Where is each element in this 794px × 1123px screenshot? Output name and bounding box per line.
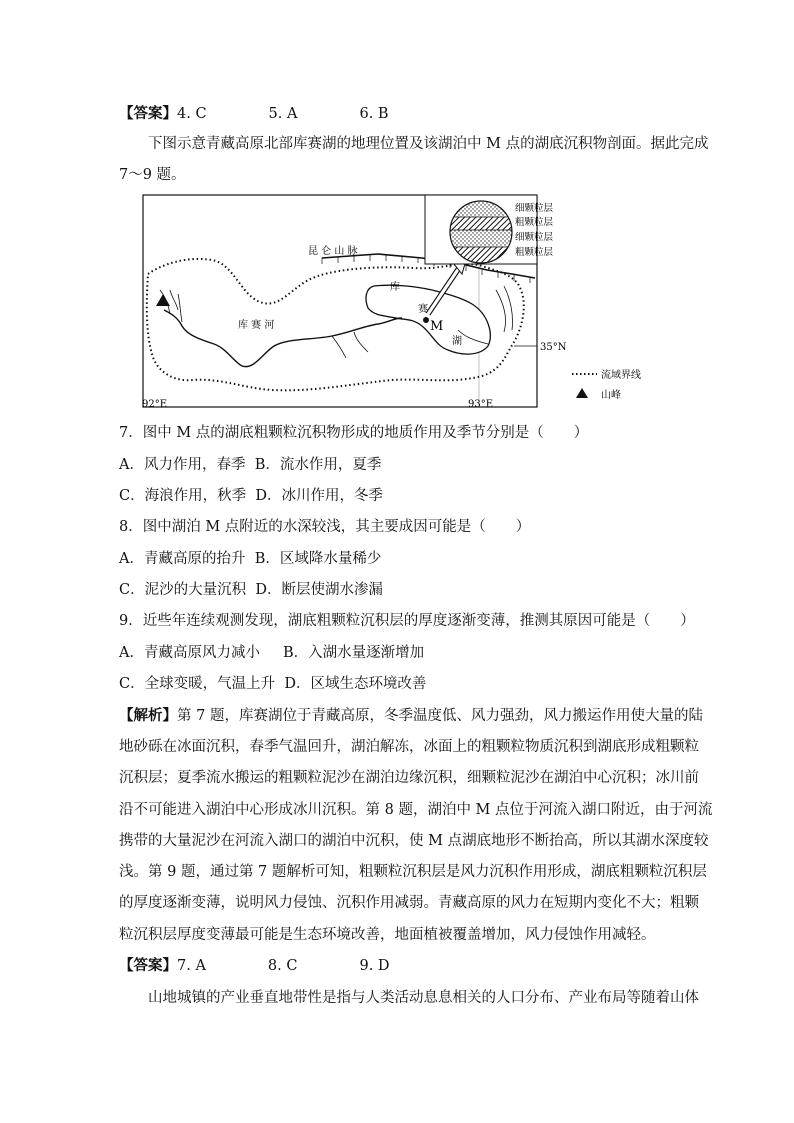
- analysis-line: 沿不可能进入湖泊中心形成冰川沉积。第 8 题，湖泊中 M 点位于河流入湖口附近，由于河流: [119, 802, 713, 818]
- longitude-right-label: 93°E: [468, 399, 494, 410]
- point-m-label: M: [430, 319, 444, 334]
- q9-options-cd: [119, 674, 426, 694]
- legend-peak-label: 山峰: [601, 390, 621, 401]
- answer-item: 8. C: [267, 958, 298, 974]
- legend-boundary-label: 流域界线: [601, 370, 641, 381]
- layer-label: 细颗粒层: [515, 232, 554, 243]
- q8-option-a: A．青藏高原的抬升: [119, 551, 246, 567]
- answer-item: 6. B: [359, 106, 389, 122]
- answer-item: 9. D: [359, 958, 390, 974]
- q7-bracket-close: ）: [573, 425, 589, 441]
- q7-stem: [119, 423, 588, 443]
- longitude-left-label: 92°E: [142, 399, 168, 410]
- analysis-line: 携带的大量泥沙在河流入湖口的湖泊中沉积，使 M 点湖底地形不断抬高，所以其湖水深度较: [119, 833, 709, 849]
- latitude-label: 35°N: [540, 342, 567, 353]
- q8-option-d: D．断层使湖水渗漏: [255, 582, 383, 598]
- analysis-line-1: [119, 706, 703, 726]
- q9-option-a: A．青藏高原风力减小: [119, 645, 260, 661]
- answer-label: 【答案】: [119, 105, 177, 122]
- layer-label: 粗颗粒层: [515, 217, 554, 228]
- answer-line-2: [119, 956, 390, 976]
- q9-option-c: C．全球变暖，气温上升: [119, 676, 276, 692]
- q8-options-ab: [119, 549, 381, 569]
- next-passage-line: 山地城镇的产业垂直地带性是指与人类活动息息相关的人口分布、产业布局等随着山体: [148, 990, 699, 1006]
- q9-stem: [119, 611, 695, 631]
- analysis-line: 地砂砾在冰面沉积，春季气温回升，湖泊解冻，冰面上的粗颗粒物质沉积到湖底形成粗颗粒: [119, 739, 699, 755]
- q8-bracket-close: ）: [515, 519, 531, 535]
- q8-stem-text: 8．图中湖泊 M 点附近的水深较浅，其主要成因可能是（: [119, 519, 486, 535]
- q8-option-b: B．区域降水量稀少: [254, 551, 382, 567]
- analysis-text: 第 7 题，库赛湖位于青藏高原，冬季温度低、风力强劲，风力搬运作用使大量的陆: [177, 708, 703, 724]
- q7-option-b: B．流水作用，夏季: [254, 457, 382, 473]
- q7-options-cd: [119, 486, 383, 506]
- analysis-line: 粒沉积层厚度变薄最可能是生态环境改善，地面植被覆盖增加，风力侵蚀作用减轻。: [119, 927, 656, 943]
- q7-stem-text: 7．图中 M 点的湖底粗颗粒沉积物形成的地质作用及季节分别是（: [119, 425, 544, 441]
- q9-bracket-close: ）: [680, 613, 695, 629]
- intro-line-2: 7～9 题。: [119, 167, 186, 183]
- analysis-line: 的厚度逐渐变薄，说明风力侵蚀、沉积作用减弱。青藏高原的风力在短期内变化不大；粗颗: [119, 895, 699, 911]
- layer-label: 粗颗粒层: [515, 247, 554, 258]
- q9-option-d: D．区域生态环境改善: [284, 676, 427, 692]
- q9-stem-text: 9．近些年连续观测发现，湖底粗颗粒沉积层的厚度逐渐变薄，推测其原因可能是（: [119, 613, 651, 629]
- q8-option-c: C．泥沙的大量沉积: [119, 582, 247, 598]
- intro-line-1: 下图示意青藏高原北部库赛湖的地理位置及该湖泊中 M 点的湖底沉积物剖面。据此完成: [148, 136, 709, 152]
- lake-label-3: 湖: [452, 336, 462, 347]
- lake-label-1: 库: [390, 282, 400, 293]
- lake-label-2: 赛: [418, 304, 428, 315]
- answer-item: 4. C: [177, 106, 207, 122]
- answer-label: 【答案】: [119, 957, 177, 974]
- q8-stem: [119, 517, 530, 537]
- q8-options-cd: [119, 580, 383, 600]
- q7-option-d: D．冰川作用，冬季: [255, 488, 383, 504]
- q7-options-ab: [119, 455, 381, 475]
- q7-option-a: A．风力作用，春季: [119, 457, 246, 473]
- river-label: 库 赛 河: [238, 320, 275, 331]
- mountain-range-label: 昆 仑 山 脉: [308, 246, 358, 257]
- analysis-line: 沉积层；夏季流水搬运的粗颗粒泥沙在湖泊边缘沉积，细颗粒泥沙在湖泊中心沉积；冰川前: [119, 770, 699, 786]
- q9-options-ab: [119, 643, 424, 663]
- legend-peak-swatch: [576, 388, 588, 398]
- lake-map-figure: [142, 194, 657, 410]
- analysis-line: 浅。第 9 题，通过第 7 题解析可知，粗颗粒沉积层是风力沉积作用形成，湖底粗颗粒沉积层: [119, 864, 707, 880]
- q9-option-b: B．入湖水量逐渐增加: [283, 645, 425, 661]
- q7-option-c: C．海浪作用，秋季: [119, 488, 247, 504]
- layer-label: 细颗粒层: [515, 203, 554, 214]
- analysis-label: 【解析】: [119, 707, 177, 724]
- point-m: [423, 317, 429, 323]
- answer-item: 5. A: [268, 106, 298, 122]
- answer-item: 7. A: [177, 958, 206, 974]
- answer-line-1: [119, 104, 389, 124]
